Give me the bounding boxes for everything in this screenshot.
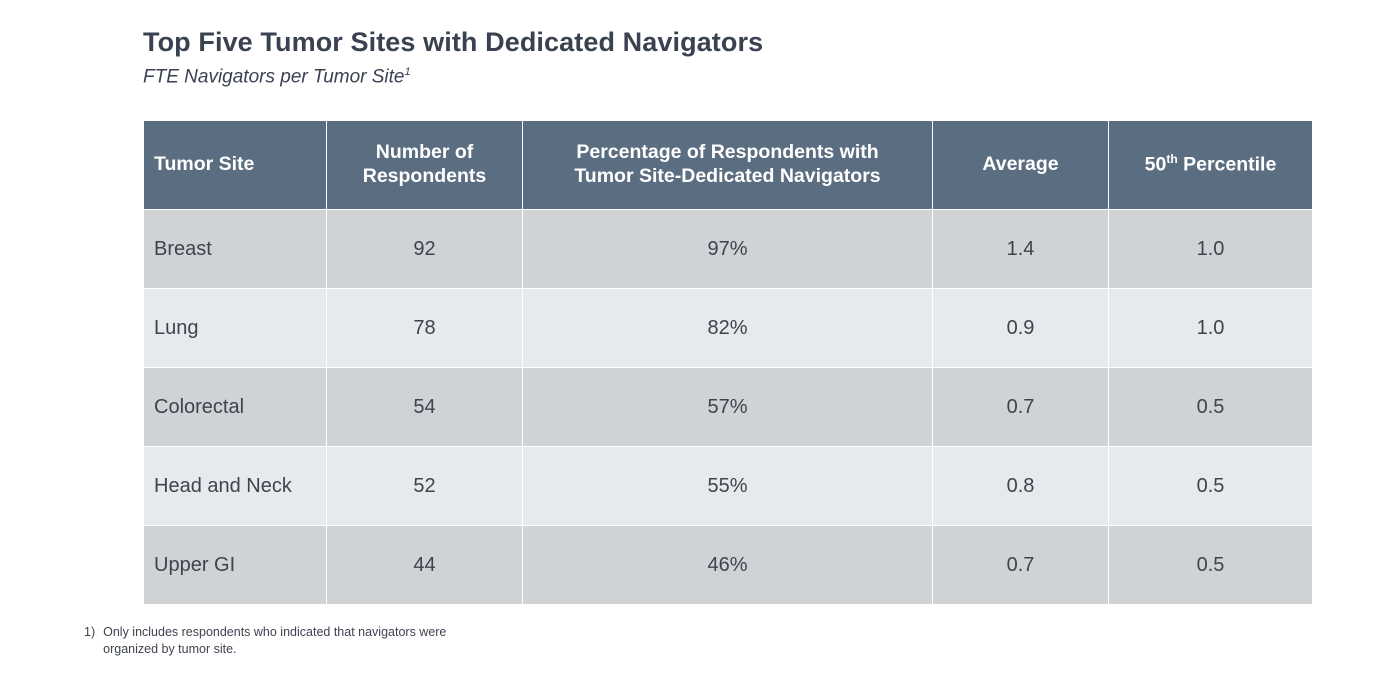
cell-respondents: 52 xyxy=(327,447,522,525)
subtitle-footnote-marker: 1 xyxy=(404,66,411,79)
footnote-text: Only includes respondents who indicated that navigators were organized by tumor site. xyxy=(103,625,447,656)
subtitle-text: FTE Navigators per Tumor Site xyxy=(143,66,405,88)
footnote-marker: 1) xyxy=(84,625,96,639)
footnote xyxy=(84,624,503,658)
cell-respondents: 78 xyxy=(327,289,522,367)
page-title: Top Five Tumor Sites with Dedicated Navigators xyxy=(143,27,764,57)
title-block xyxy=(143,26,763,90)
cell-percentile50: 0.5 xyxy=(1109,368,1312,446)
tumor-site-table xyxy=(143,120,1313,605)
column-header-number-line1: Number of xyxy=(375,141,474,164)
column-header-p50-number: 50 xyxy=(1144,153,1167,176)
cell-percentage: 97% xyxy=(523,210,932,288)
page-subtitle xyxy=(143,66,763,89)
cell-average: 0.9 xyxy=(933,289,1108,367)
table-row xyxy=(144,368,1312,446)
column-header-percentage xyxy=(523,121,932,209)
cell-percentage: 46% xyxy=(523,526,932,604)
table-header-row xyxy=(144,121,1312,209)
table-row xyxy=(144,289,1312,367)
cell-percentile50: 0.5 xyxy=(1109,526,1312,604)
cell-percentage: 82% xyxy=(523,289,932,367)
table-row xyxy=(144,447,1312,525)
column-header-p50-label: Percentile xyxy=(1177,153,1277,176)
cell-tumor-site: Head and Neck xyxy=(144,447,326,525)
cell-respondents: 92 xyxy=(327,210,522,288)
cell-percentage: 57% xyxy=(523,368,932,446)
table-header xyxy=(144,121,1312,209)
column-header-average: Average xyxy=(933,121,1108,209)
cell-percentile50: 1.0 xyxy=(1109,210,1312,288)
column-header-tumor-site: Tumor Site xyxy=(144,121,326,209)
column-header-percentage-line2: Tumor Site-Dedicated Navigators xyxy=(574,165,881,187)
cell-tumor-site: Colorectal xyxy=(144,368,326,446)
cell-average: 1.4 xyxy=(933,210,1108,288)
cell-tumor-site: Breast xyxy=(144,210,326,288)
column-header-number-of-respondents xyxy=(327,121,522,209)
table-row xyxy=(144,210,1312,288)
cell-average: 0.7 xyxy=(933,368,1108,446)
cell-tumor-site: Upper GI xyxy=(144,526,326,604)
cell-respondents: 44 xyxy=(327,526,522,604)
cell-percentile50: 1.0 xyxy=(1109,289,1312,367)
cell-respondents: 54 xyxy=(327,368,522,446)
cell-percentage: 55% xyxy=(523,447,932,525)
cell-tumor-site: Lung xyxy=(144,289,326,367)
column-header-percentage-line1: Percentage of Respondents with xyxy=(576,141,879,164)
table-body xyxy=(144,210,1312,604)
cell-average: 0.8 xyxy=(933,447,1108,525)
column-header-50th-percentile xyxy=(1109,121,1312,209)
table-row xyxy=(144,526,1312,604)
column-header-p50-suffix: th xyxy=(1166,152,1178,167)
cell-percentile50: 0.5 xyxy=(1109,447,1312,525)
column-header-number-line2: Respondents xyxy=(362,165,487,187)
cell-average: 0.7 xyxy=(933,526,1108,604)
